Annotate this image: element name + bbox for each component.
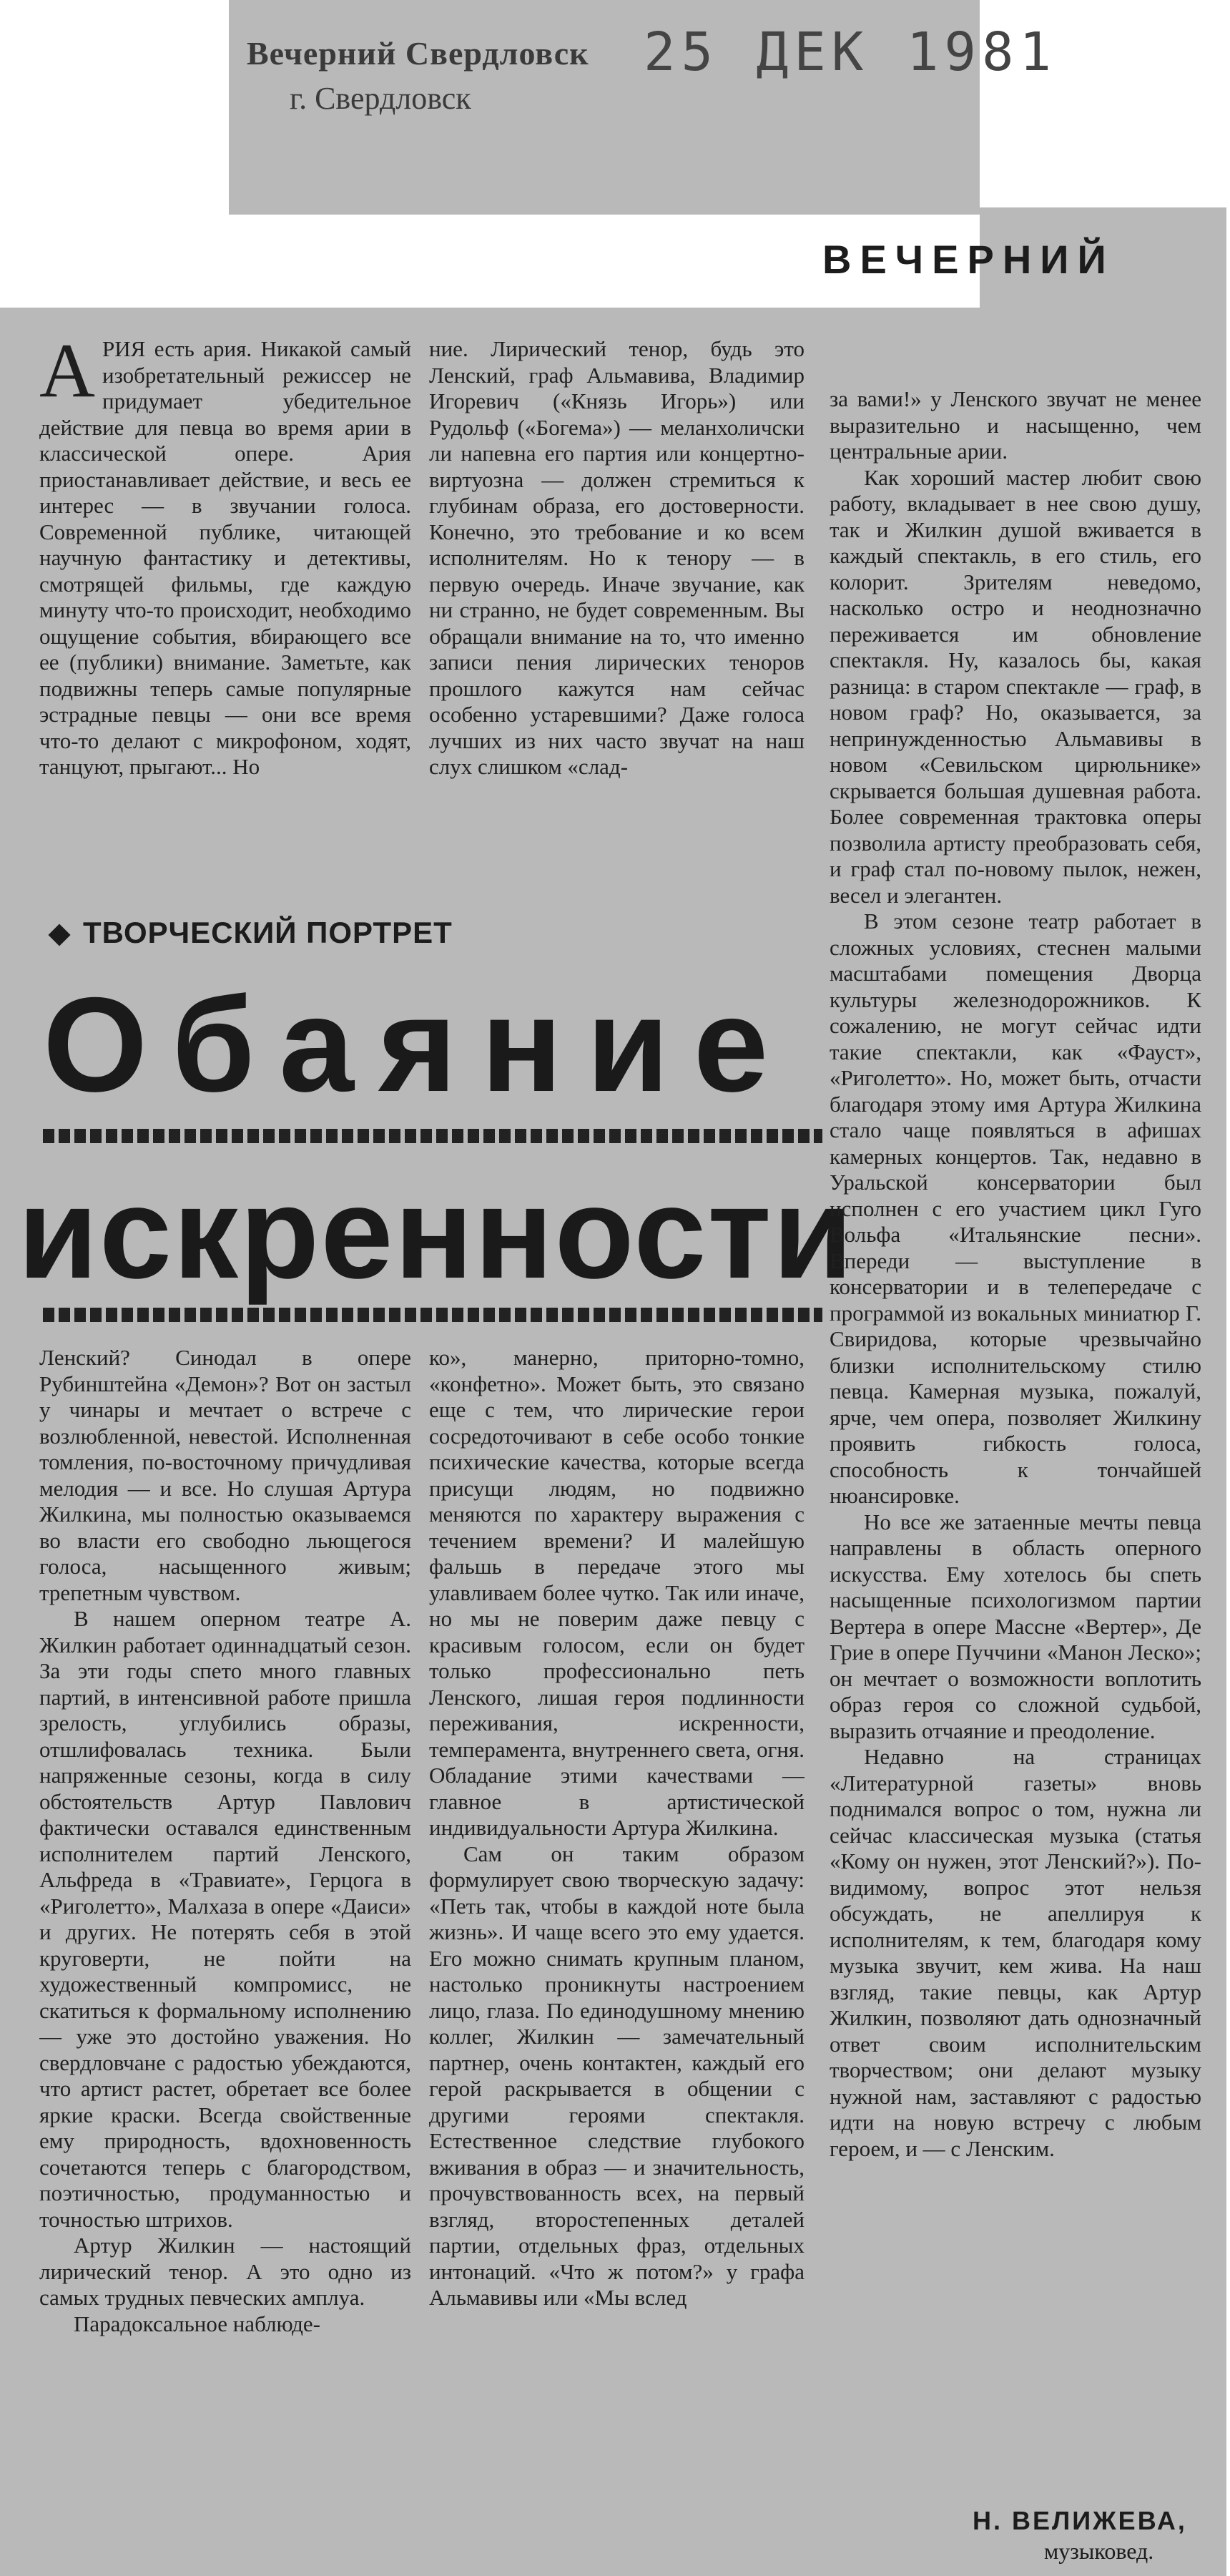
stamp-date: 25 ДЕК 1981 — [644, 21, 1058, 83]
intro-paragraph-1-text: РИЯ есть ария. Никакой самый изобретательный режиссер не придумает убедительное действие для певца во время арии в классической опере. Ария приостанавливает действие, и весь ее интерес — в звучании голоса. Современной публике, читающей научную фантастику и детективы, смотрящей фильмы, где каждую минуту что-то происходит, необходимо ощущение события, вбирающего все ее (публики) внимание. Заметьте, как подвижны теперь самые популярные эстрадные певцы — они все время что-то делают с микрофоном, ходят, танцуют, прыгают... Но — [39, 336, 411, 779]
right-paragraph: В этом сезоне театр работает в сложных условиях, стеснен малыми масштабами помещения Дворца культуры железнодорожников. К сожалению, не могут сейчас идти такие спектакли, как «Фауст», «Риголетто». Но, может быть, отчасти благодаря этому имя Артура Жилкина стало чаще появляться в афишах камерных концертов. Так, недавно в Уральской консерватории был исполнен с его участием цикл Гуго Вольфа «Итальянские песни». Впереди — выступление в консерватории и в телепередаче с программой из вокальных миниатюр Г. Свиридова, которые чрезвычайно близки исполнительскому стилю певца. Камерная музыка, пожалуй, ярче, чем опера, позволяет Жилкину проявить гибкость голоса, способность к тончайшей нюансировке. — [830, 909, 1201, 1508]
rubric-label: ТВОРЧЕСКИЙ ПОРТРЕТ — [83, 916, 453, 949]
bottom2-paragraph: Сам он таким образом формулирует свою творческую задачу: «Петь так, чтобы в каждой ноте была жизнь». И чаще всего это ему удается. Его можно снимать крупным планом, настолько проникнуты настроением лицо, глаза. По единодушному мнению коллег, Жилкин — замечательный партнер, очень контактен, каждый его герой раскрывается в общении с другими героями спектакля. Естественное следствие глубокого вживания в образ — и значительность, прочувствованность всех, на первый взгляд, второстепенных деталей партии, отдельных фраз, отдельных интонаций. «Что ж потом?» у графа Альмавивы или «Мы вслед — [429, 1841, 805, 2310]
bottom1-paragraph: В нашем оперном театре А. Жилкин работает одиннадцатый сезон. За эти годы спето много главных партий, в интенсивной работе пришла зрелость, углубились образы, отшлифовалась техника. Были напряженные сезоны, когда в силу обстоятельств Артур Павлович фактически оставался единственным исполнителем партий Ленского, Альфреда в «Травиате», Герцога в «Риголетто», Малхаза в опере «Даиси» и других. Не потерять себя в этой круговерти, не пойти на художественный компромисс, не скатиться к формальному исполнению — уже это достойно уважения. Но свердловчане с радостью убеждаются, что артист растет, обретает все более яркие краски. Всегда свойственные ему природность, вдохновенность сочетаются теперь с благородством, поэтичностью, продуманностью и точностью штрихов. — [39, 1606, 411, 2232]
bottom-column-2 — [429, 1345, 805, 2561]
headline-divider-top — [43, 1129, 822, 1143]
stamp-city: г. Свердловск — [290, 81, 471, 116]
headline-line-2: искренности — [18, 1160, 855, 1306]
drop-cap: А — [39, 336, 95, 413]
right-paragraph: Недавно на страницах «Литературной газеты» вновь поднимался вопрос о том, нужна ли сейчас классическая музыка (статья «Кому он нужен, этот Ленский?»). По-видимому, вопрос этот нельзя обсуждать, не апеллируя к исполнителям, к тем, благодаря кому музыка звучит, кем жива. На наш взгляд, такие певцы, как Артур Жилкин, позволяют дать однозначный ответ своим исполнительским творчеством; они делают музыку нужной нам, заставляют с радостью идти на новую встречу с любым героем, и — с Ленским. — [830, 1744, 1201, 2161]
author-signature: Н. ВЕЛИЖЕВА, — [973, 2506, 1187, 2535]
right-paragraph: за вами!» у Ленского звучат не менее выразительно и насыщенно, чем центральные арии. — [830, 386, 1201, 464]
bottom1-paragraph: Артур Жилкин — настоящий лирический тенор. А это одно из самых трудных певческих амплуа. — [39, 2233, 411, 2310]
headline-line-1: Обаяние — [43, 969, 793, 1120]
intro-column-2 — [429, 336, 805, 894]
intro-paragraph-1 — [39, 336, 411, 780]
right-paragraph: Но все же затаенные мечты певца направлены в область оперного искусства. Ему хотелось бы спеть насыщенные психологизмом партии Вертера в опере Массне «Вертер», Де Грие в опере Пуччини «Манон Леско»; он мечтает о возможности воплотить образ героя со сложной судьбой, выразить отчаяние и преодоление. — [830, 1509, 1201, 1743]
masthead: ВЕЧЕРНИЙ — [822, 237, 1115, 282]
bottom1-paragraph: Парадоксальное наблюде- — [74, 2311, 320, 2336]
bottom2-paragraph: ко», манерно, приторно-томно, «конфетно». Может быть, это связано еще с тем, что лирические герои сосредоточивают в себе особо тонкие психические качества, которые всегда присущи людям, но подвижно меняются по характеру выражения с течением времени? И малейшую фальшь в передаче этого мы улавливаем более чутко. Так или иначе, но мы не поверим даже певцу с красивым голосом, если он будет только профессионально петь Ленского, лишая героя подлинности переживания, искренности, темперамента, внутреннего света, огня. Обладание этими качествами — главное в артистической индивидуальности Артура Жилкина. — [429, 1345, 805, 1840]
intro-paragraph-2: ние. Лирический тенор, будь это Ленский, граф Альмавива, Владимир Игоревич («Князь Игорь») или Рудольф («Богема») — меланхоличски ли напевна его партия или концертно-виртуозна — должен стремиться к глубинам образа, его достоверности. Конечно, это требование и ко всем исполнителям. Но к тенору — в первую очередь. Иначе звучание, как ни странно, не будет современным. Вы обращали внимание на то, что именно записи пения лирических теноров прошлого кажутся нам сейчас особенно устаревшими? Даже голоса лучших из них часто звучат на наш слух слишком «слад- — [429, 336, 805, 779]
bottom1-paragraph: Ленский? Синодал в опере Рубинштейна «Демон»? Вот он застыл у чинары и мечтает о встрече с возлюбленной, невестой. Исполненная томления, по-восточному причудливая мелодия — и все. Но слушая Артура Жилкина, мы полностью оказываемся во власти его свободно льющегося голоса, насыщенного живым; трепетным чувством. — [39, 1345, 411, 1605]
author-role: музыковед. — [1044, 2538, 1154, 2564]
headline-divider-bottom — [43, 1308, 822, 1322]
stamp-newspaper-name: Вечерний Свердловск — [247, 35, 589, 72]
rubric — [51, 916, 453, 950]
diamond-icon — [48, 924, 70, 946]
right-column — [830, 386, 1201, 2489]
intro-column-1 — [39, 336, 411, 894]
right-paragraph: Как хороший мастер любит свою работу, вкладывает в нее свою душу, так и Жилкин душой вживается в каждый спектакль, в его стиль, его колорит. Зрителям неведомо, насколько остро и неоднозначно переживается им обновление спектакля. Ну, казалось бы, какая разница: в старом спектакле — граф, в новом граф? Но, оказывается, за непринужденностью Альмавивы в новом «Севильском цирюльнике» скрывается большая душевная работа. Более современная трактовка оперы позволила артисту преобразовать себя, и граф стал по-новому пылок, нежен, весел и элегантен. — [830, 464, 1201, 908]
bottom-column-1 — [39, 1345, 411, 2561]
